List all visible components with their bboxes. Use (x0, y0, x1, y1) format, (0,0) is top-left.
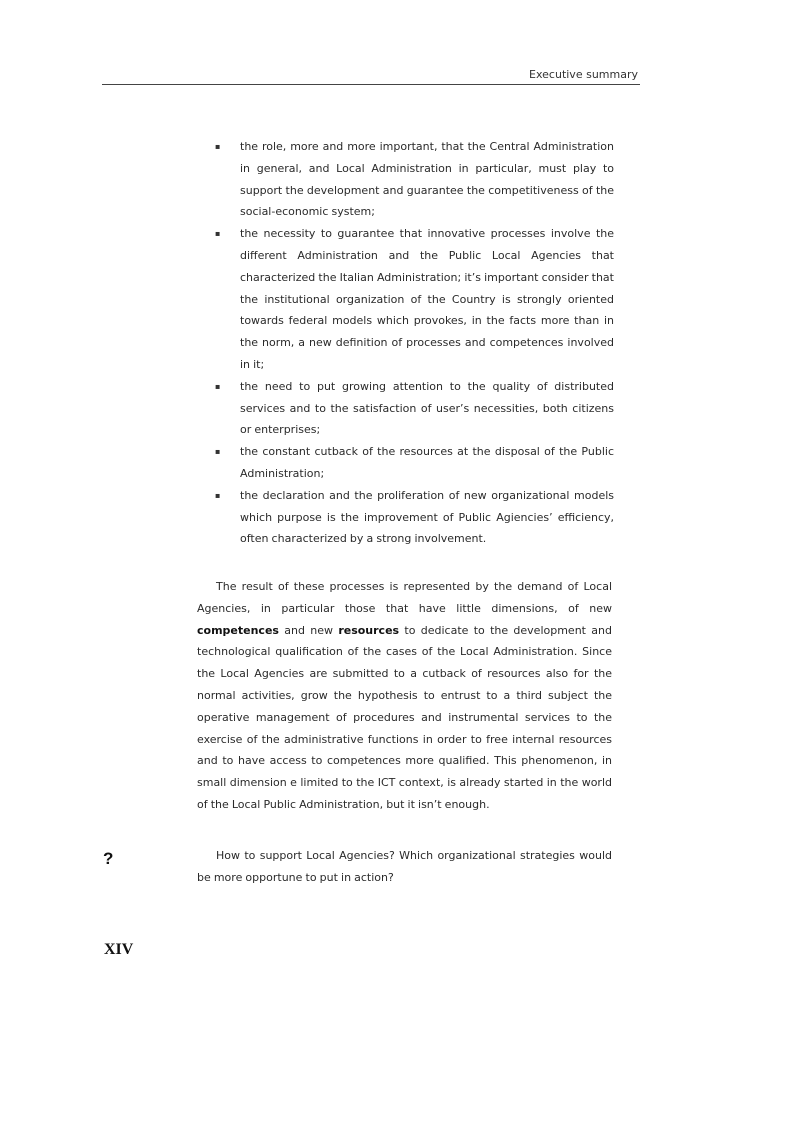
bullet-icon: ▪ (215, 447, 221, 457)
list-item (214, 485, 614, 550)
section-title: Executive summary (529, 68, 638, 81)
list-item-text: the role, more and more important, that the Central Administration in general, and Local Administration in particular, must play to support the development and guarantee the competitiveness of the social-economic system; (240, 140, 614, 219)
running-header (102, 68, 640, 85)
bullet-icon: ▪ (215, 142, 221, 151)
list-item (214, 223, 614, 376)
list-item-text: the need to put growing attention to the quality of distributed services and to the satisfaction of user’s necessities, both citizens or enterprises; (240, 379, 614, 437)
result-text-1: The result of these processes is represented by the demand of Local Agencies, in particular those that have little dimensions, of new (197, 580, 612, 615)
bullet-list (214, 136, 614, 550)
question-paragraph: How to support Local Agencies? Which organizational strategies would be more opportune to put in action? (197, 849, 612, 884)
question-mark-icon: ? (103, 849, 114, 868)
bullet-icon: ▪ (215, 381, 221, 391)
result-text-2: and new (278, 623, 339, 637)
list-item-text: the constant cutback of the resources at the disposal of the Public Administration; (240, 445, 614, 480)
list-item-text: the declaration and the proliferation of new organizational models which purpose is the improvement of Public Agiencies’ efficiency, often characterized by a strong involvement. (240, 488, 614, 546)
emphasis-resources: resources (338, 623, 400, 637)
page-number: XIV (104, 941, 134, 958)
bullet-icon: ▪ (215, 229, 221, 239)
bullet-icon: ▪ (215, 490, 221, 500)
list-item (214, 441, 614, 485)
list-item (214, 136, 614, 223)
list-item-text: the necessity to guarantee that innovative processes involve the different Administration and the Public Local Agencies that characterized the Italian Administration; it’s important consider that the institutional organization of the Country is strongly oriented towards federal models which provokes, in the facts more than in the norm, a new definition of processes and competences involved in it; (240, 227, 614, 371)
result-text-3: to dedicate to the development and technological qualification of the cases of the Local Administration. Since the Local Agencies are submitted to a cutback of resources also for the normal activities, grow the hypothesis to entrust to a third subject the operative management of procedures and instrumental services to the exercise of the administrative functions in order to free internal resources and to have access to competences more qualified. This phenomenon, in small dimension e limited to the ICT context, is already started in the world of the Local Public Administration, but it isn’t enough. (197, 623, 612, 811)
emphasis-competences: competences (197, 623, 279, 637)
list-item (214, 376, 614, 441)
result-paragraph (197, 576, 612, 816)
